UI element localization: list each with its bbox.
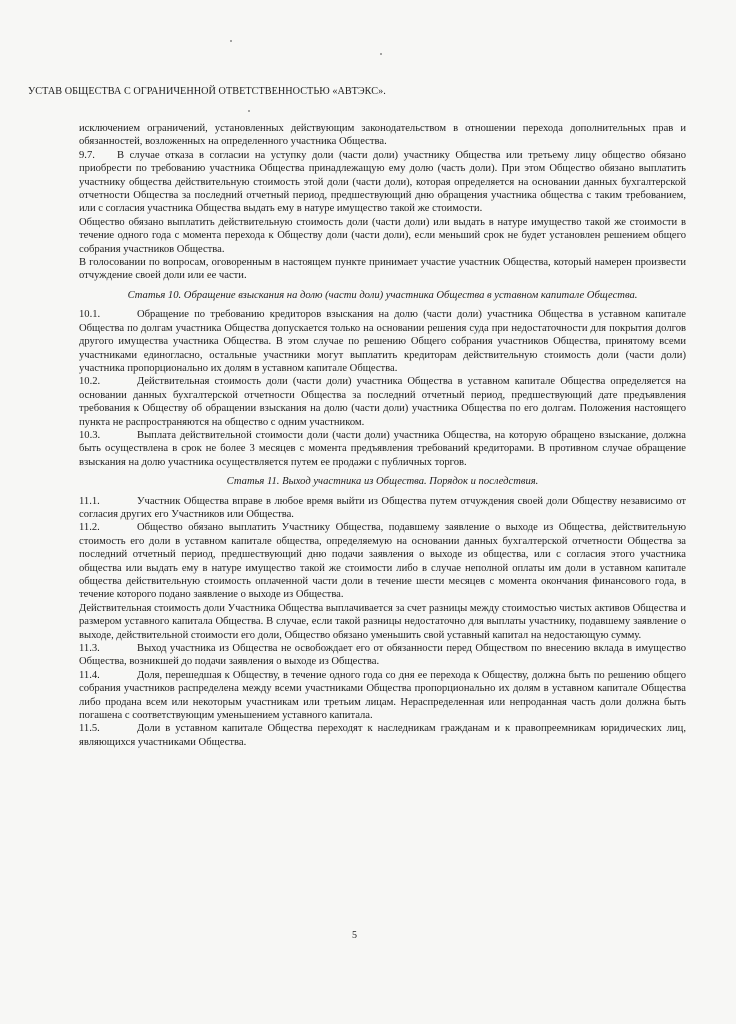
clause-number: 11.3. — [79, 643, 100, 655]
clause-number: 11.5. — [79, 723, 100, 735]
paragraph-9-7: 9.7. В случае отказа в согласии на уступку доли (части доли) участнику Общества или третьему лицу общество обязано приобрести по требованию участника Общества принадлежащую ему долю (часть доли). При этом Общество обязано выплатить участнику общества действительную стоимость этой доли (части доли), которая определяется на основании данных бухгалтерской отчетности Общества за последний отчетный период, предшествующий дню обращения участника общества с таким требованием, или с согласия участника Общества выдать ему в натуре имущество такой же стоимости. — [79, 149, 686, 215]
scan-speck — [248, 110, 250, 112]
clause-number: 11.2. — [79, 522, 100, 534]
paragraph: В голосовании по вопросам, оговоренным в настоящем пункте принимает участие участник Общества, который намерен произвести отчуждение своей доли или ее части. — [79, 257, 686, 282]
clause-11-5: 11.5. Доли в уставном капитале Общества переходят к наследникам гражданам и к правопреемникам юридических лиц, являющихся участниками Общества. — [79, 723, 686, 748]
scan-speck — [380, 53, 382, 55]
clause-number: 10.3. — [79, 429, 101, 441]
paragraph: Общество обязано выплатить действительную стоимость доли (части доли) или выдать в натуре имущество такой же стоимости в течение одного года с момента перехода к Обществу доли (части доли), если меньший срок не будет установлен решением общего собрания участников Общества. — [79, 216, 686, 255]
article-10-title: Статья 10. Обращение взыскания на долю (части доли) участника Общества в уставном капитале Общества. — [127, 289, 638, 301]
clause-11-1: 11.1. Участник Общества вправе в любое время выйти из Общества путем отчуждения своей доли Обществу независимо от согласия других его Участников или Общества. — [79, 495, 686, 520]
clause-number: 10.1. — [79, 309, 101, 321]
clause-10-2: 10.2. Действительная стоимость доли (части доли) участника Общества в уставном капитале Общества определяется на основании данных бухгалтерской отчетности Общества за последний отчетный период, предшествующий дате предъявления требования к Обществу об обращении взыскания на долю (части доли) участника Общества по его долгам. Положения настоящего пункта не распространяются на общество с одним участником. — [79, 376, 686, 428]
clause-number: 9.7. — [79, 149, 95, 161]
clause-10-1: 10.1. Обращение по требованию кредиторов взыскания на долю (части доли) участника Общества в уставном капитале Общества по долгам участника Общества допускается только на основании решения суда при недостаточности для покрытия долгов другого имущества участника Общества. В этом случае по решению Общего собрания участников Общества, принятому всеми участниками единогласно, остальные участники могут выплатить кредиторам действительную стоимость доли (части доли) участника пропорционально их долям в уставном капитале Общества. — [79, 309, 686, 374]
article-11-title: Статья 11. Выход участника из Общества. Порядок и последствия. — [226, 476, 539, 488]
clause-10-3: 10.3. Выплата действительной стоимости доли (части доли) участника Общества, на которую обращено взыскание, должна быть осуществлена в срок не более 3 месяцев с момента предъявления требований кредиторами. В противном случае обращение взыскания на долю участника осуществляется путем ее продажи с публичных торгов. — [79, 429, 686, 468]
clause-11-4: 11.4. Доля, перешедшая к Обществу, в течение одного года со дня ее перехода к Обществу, должна быть по решению общего собрания участников распределена между всеми участниками Общества пропорционально их долям в уставном капитале Общества либо продана всем или некоторым участникам или третьим лицам. Нераспределенная или непроданная часть доли должна быть погашена с соответствующим уменьшением уставного капитала. — [79, 669, 686, 722]
clause-number: 11.1. — [79, 495, 100, 507]
page-number: 5 — [352, 930, 357, 941]
paragraph: Действительная стоимость доли Участника Общества выплачивается за счет разницы между стоимостью чистых активов Общества и размером уставного капитала Общества. В случае, если такой разницы недостаточно для выплаты участнику, подавшему заявление о выходе, действительной стоимости его доли, Общество обязано уменьшить свой уставный капитал на недостающую сумму. — [79, 602, 686, 641]
clause-number: 11.4. — [79, 669, 100, 681]
clause-number: 10.2. — [79, 376, 101, 388]
scan-speck — [230, 40, 232, 42]
paragraph: исключением ограничений, установленных действующим законодательством в отношении перехода дополнительных прав и обязанностей, возложенных на определенного участника Общества. — [79, 123, 686, 148]
document-body — [79, 122, 686, 749]
document-header: УСТАВ ОБЩЕСТВА С ОГРАНИЧЕННОЙ ОТВЕТСТВЕННОСТЬЮ «АВТЭКС». — [28, 86, 386, 97]
clause-11-3: 11.3. Выход участника из Общества не освобождает его от обязанности перед Обществом по внесению вклада в имущество Общества, возникшей до подачи заявления о выходе из Общества. — [79, 643, 686, 668]
clause-11-2: 11.2. Общество обязано выплатить Участнику Общества, подавшему заявление о выходе из Общества, действительную стоимость его доли в уставном капитале общества, определяемую на основании данных бухгалтерской отчетности Общества за последний отчетный период, предшествующий дню подачи заявления о выходе из общества, или с согласия этого участника общества или выдать ему в натуре имущество такой же стоимости либо в случае неполной оплаты им доли в уставном капитале общества действительную стоимость оплаченной части доли в течение шести месяцев с момента окончания финансового года, в течение которого подано заявление о выходе из Общества. — [79, 522, 686, 601]
